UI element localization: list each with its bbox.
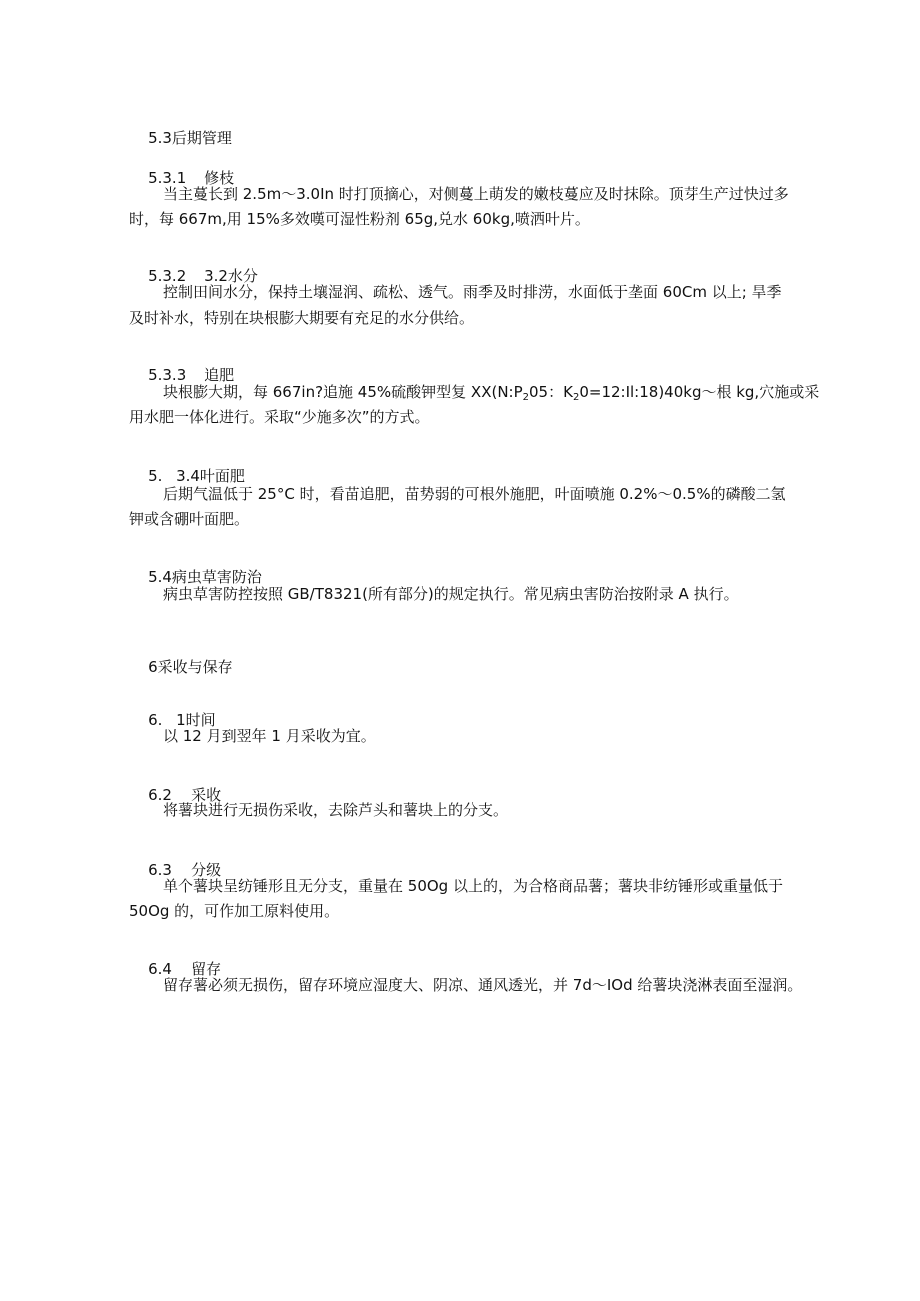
heading-text: 1时间 xyxy=(176,711,216,729)
paragraph-line: 控制田间水分，保持土壤湿润、疏松、透气。雨季及时排涝，水面低于垄面 60Cm 以上; 旱季 xyxy=(163,283,782,301)
heading-text: 采收 xyxy=(191,786,222,804)
heading-number: 6. xyxy=(148,711,163,729)
paragraph-line: 单个薯块呈纺锤形且无分支，重量在 50Og 以上的，为合格商品薯；薯块非纺锤形或重量低于 xyxy=(163,877,783,895)
paragraph-line: 用水肥一体化进行。采取“少施多次”的方式。 xyxy=(129,408,430,426)
paragraph-line: 及时补水，特别在块根膨大期要有充足的水分供给。 xyxy=(129,309,475,327)
paragraph-line: 留存薯必须无损伤，留存环境应湿度大、阴凉、通风透光，并 7d～IOd 给薯块浇淋表面至湿润。 xyxy=(163,976,803,994)
heading-text: 追肥 xyxy=(204,366,235,384)
paragraph-line: 当主蔓长到 2.5m～3.0In 时打顶摘心，对侧蔓上萌发的嫩枝蔓应及时抹除。顶芽生产过快过多 xyxy=(163,185,789,203)
heading-text: 5.3后期管理 xyxy=(148,129,232,147)
paragraph-line: 将薯块进行无损伤采收，去除芦头和薯块上的分支。 xyxy=(163,801,509,819)
heading-number: 6.4 xyxy=(148,960,172,978)
heading-number: 5.3.2 xyxy=(148,267,187,285)
heading-number: 5. xyxy=(148,467,163,485)
section-6-heading xyxy=(129,637,233,697)
heading-text: 3.2水分 xyxy=(204,267,258,285)
paragraph-line: 后期气温低于 25°C 时，看苗追肥，苗势弱的可根外施肥，叶面喷施 0.2%～0.5%的磷酸二氢 xyxy=(163,485,786,503)
heading-text: 分级 xyxy=(191,861,222,879)
paragraph-line: 以 12 月到翌年 1 月采收为宜。 xyxy=(163,727,376,745)
heading-number: 6.3 xyxy=(148,861,172,879)
paragraph-line: 时，每 667m,用 15%多效嘆可湿性粉剂 65g,兑水 60kg,喷洒叶片。 xyxy=(129,210,590,228)
heading-text: 5.4病虫草害防治 xyxy=(148,568,262,586)
heading-number: 6.2 xyxy=(148,786,172,804)
heading-number: 5.3.1 xyxy=(148,169,187,187)
paragraph-line: 块根膨大期，每 667in?追施 45%硫酸钾型复 $XX(N:P_205$：$K_20=12:Il:18)40kg\sim$根 kg,穴施或采 xyxy=(163,383,820,403)
heading-text: 3.4叶面肥 xyxy=(176,467,245,485)
heading-text: 留存 xyxy=(191,960,222,978)
paragraph-line: 病虫草害防控按照 GB/T8321(所有部分)的规定执行。常见病虫害防治按附录 A 执行。 xyxy=(163,585,739,603)
paragraph-line: 钾或含硼叶面肥。 xyxy=(129,510,250,528)
heading-number: 5.3.3 xyxy=(148,366,187,384)
paragraph-line: 50Og 的，可作加工原料使用。 xyxy=(129,902,340,920)
heading-text: 6采收与保存 xyxy=(148,658,233,676)
heading-text: 修枝 xyxy=(204,169,235,187)
